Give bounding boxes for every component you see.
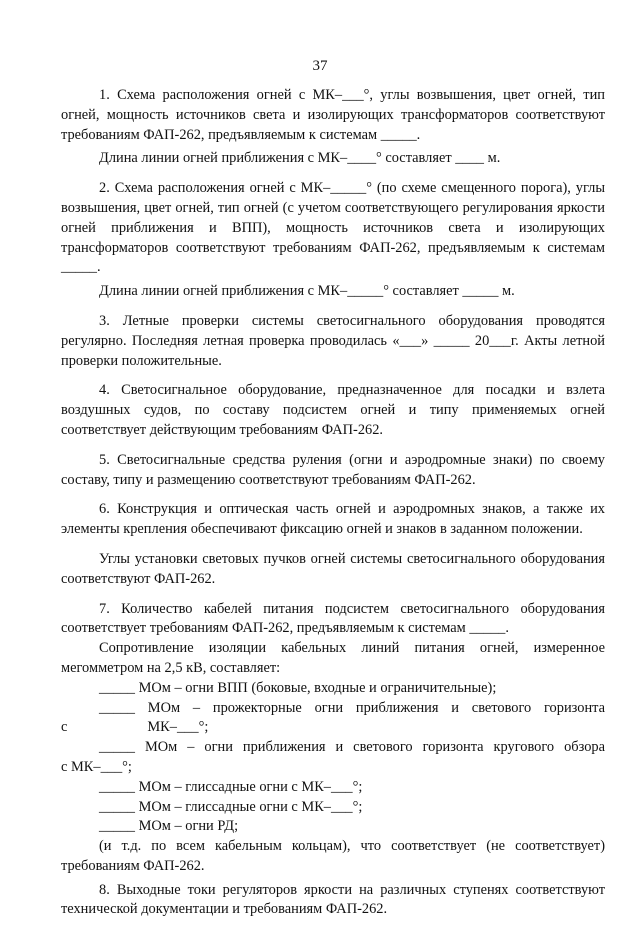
paragraph-7-insulation: Сопротивление изоляции кабельных линий питания огней, измеренное мегомметром на 2,5 кВ, составляет: [61,640,605,676]
resistance-line-circular-mk: с МК–___°; [61,758,132,775]
resistance-line-taxiway: _____ МОм – огни РД; [99,818,239,835]
paragraph-8: 8. Выходные токи регуляторов яркости на различных ступенях соответствуют технической документации и требованиям ФАП-262. [61,881,605,918]
paragraph-7: 7. Количество кабелей питания подсистем светосигнального оборудования соответствует требованиям ФАП-262, предъявляемым к системам _____. [61,600,605,637]
paragraph-4: 4. Светосигнальное оборудование, предназначенное для посадки и взлета воздушных судов, по составу подсистем огней и типу применяемых огней соответствует действующим требованиям ФАП-262. [61,382,605,438]
resistance-line-searchlight: _____ МОм – прожекторные огни приближения и светового горизонта [99,699,605,716]
paragraph-6-angles: Углы установки световых пучков огней системы светосигнального оборудования соответствуют ФАП-262. [61,550,605,587]
paragraph-1-length: Длина линии огней приближения с МК–____° составляет ____ м. [99,150,501,167]
paragraph-5: 5. Светосигнальные средства руления (огни и аэродромные знаки) по своему составу, типу и размещению соответствуют требованиям ФАП-262. [61,451,605,488]
paragraph-1: 1. Схема расположения огней с МК–___°, углы возвышения, цвет огней, тип огней, мощность источников света и изолирующих трансформаторов соответствуют требованиям ФАП-262, предъявляемым к системам _____. [61,87,605,143]
mk-angle: МК–___°; [147,719,209,736]
resistance-line-glide-1: _____ МОм – глиссадные огни с МК–___°; [99,778,363,795]
paragraph-2-length: Длина линии огней приближения с МК–_____° составляет _____ м. [99,283,515,300]
resistance-line-glide-2: _____ МОм – глиссадные огни с МК–___°; [99,798,363,815]
resistance-line-circular: _____ МОм – огни приближения и светового горизонта кругового обзора [99,739,605,756]
paragraph-6: 6. Конструкция и оптическая часть огней и аэродромных знаков, а также их элементы крепления обеспечивают фиксацию огней и знаков в заданном положении. [61,501,605,538]
resistance-line-etc: (и т.д. по всем кабельным кольцам), что соответствует (не соответствует) требованиям ФАП-262. [61,838,605,874]
resistance-line-runway: _____ МОм – огни ВПП (боковые, входные и ограничительные); [99,679,497,696]
paragraph-3: 3. Летные проверки системы светосигнального оборудования проводятся регулярно. Последняя летная проверка проводилась «___» _____ 20___г. Акты летной проверки положительные. [61,312,605,369]
paragraph-2: 2. Схема расположения огней с МК–_____° (по схеме смещенного порога), углы возвышения, цвет огней, тип огней (с учетом соответствующего регулирования яркости огней приближения и ВПП), мощность источников света и изолирующих трансформаторов соответствуют требованиям ФАП-262, предъявляемым к системам _____. [61,180,605,276]
page-number: 37 [312,58,328,74]
document-body [61,86,605,930]
prefix-c: с [61,719,68,736]
resistance-line-searchlight-mk [61,718,605,738]
